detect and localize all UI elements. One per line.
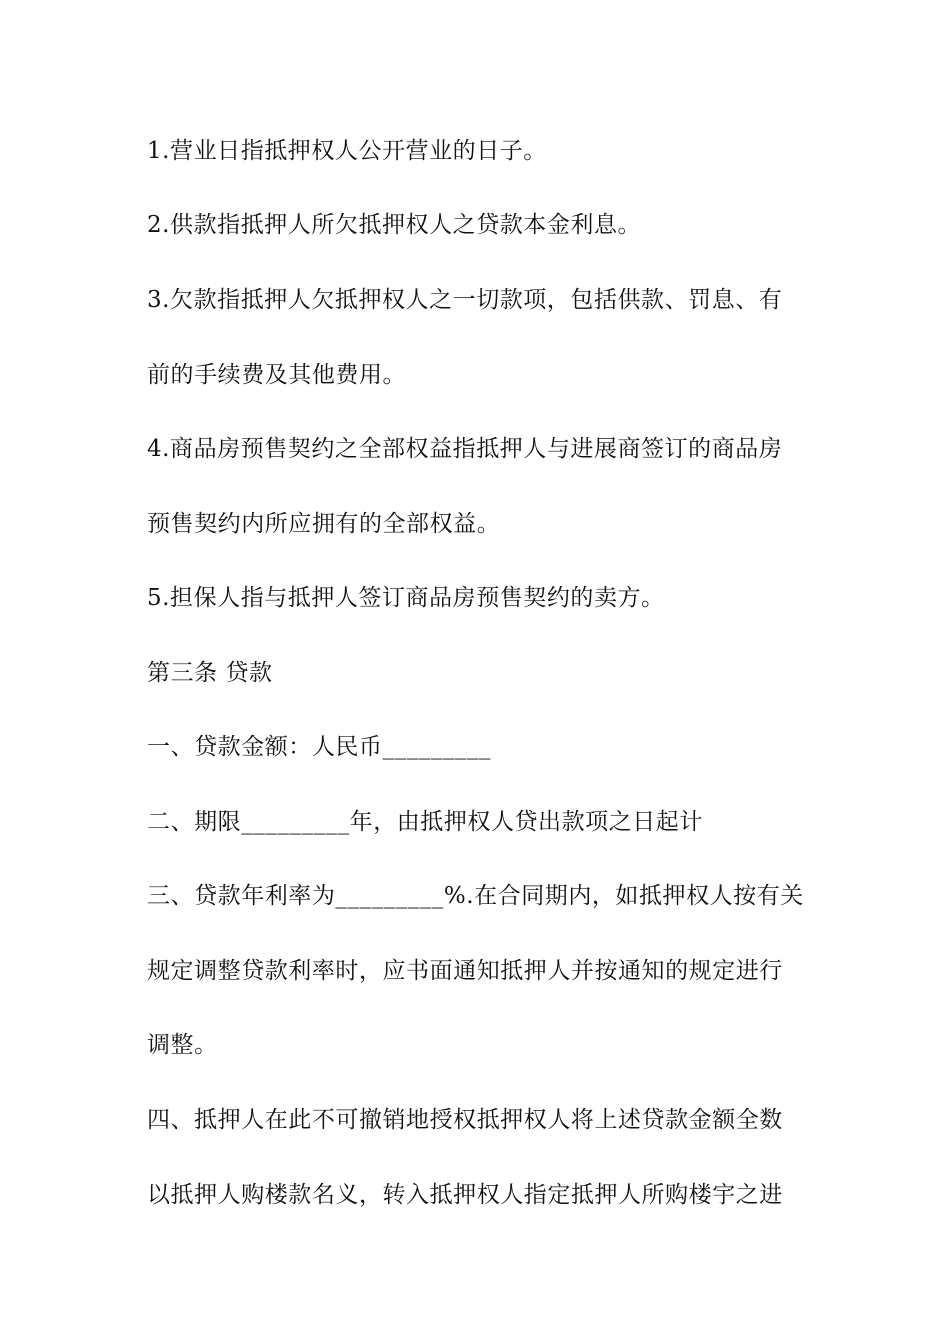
definition-guarantor: 5.担保人指与抵押人签订商品房预售契约的卖方。 [147,585,665,611]
definition-arrears: 3.欠款指抵押人欠抵押权人之一切款项，包括供款、罚息、有 [147,287,783,313]
loan-interest-rate-end: 调整。 [147,1032,218,1058]
definition-arrears-continued: 前的手续费及其他费用。 [147,362,407,388]
authorization-continued: 以抵押人购楼款名义，转入抵押权人指定抵押人所购楼宇之进 [147,1182,783,1208]
definition-presale-rights: 4.商品房预售契约之全部权益指抵押人与进展商签订的商品房 [147,436,783,462]
definition-installment: 2.供款指抵押人所欠抵押权人之贷款本金利息。 [147,212,642,238]
loan-term-line: 二、期限_________年，由抵押权人贷出款项之日起计 [147,809,703,835]
authorization-line: 四、抵押人在此不可撤销地授权抵押权人将上述贷款金额全数 [147,1107,783,1133]
definition-business-day: 1.营业日指抵押权人公开营业的日子。 [147,138,547,164]
loan-interest-rate-line: 三、贷款年利率为_________%.在合同期内，如抵押权人按有关 [147,883,804,909]
loan-interest-rate-continued: 规定调整贷款利率时，应书面通知抵押人并按通知的规定进行 [147,958,783,984]
article-three-heading: 第三条 贷款 [147,660,273,686]
loan-amount-line: 一、贷款金额：人民币_________ [147,734,491,760]
definition-presale-rights-continued: 预售契约内所应拥有的全部权益。 [147,511,501,537]
